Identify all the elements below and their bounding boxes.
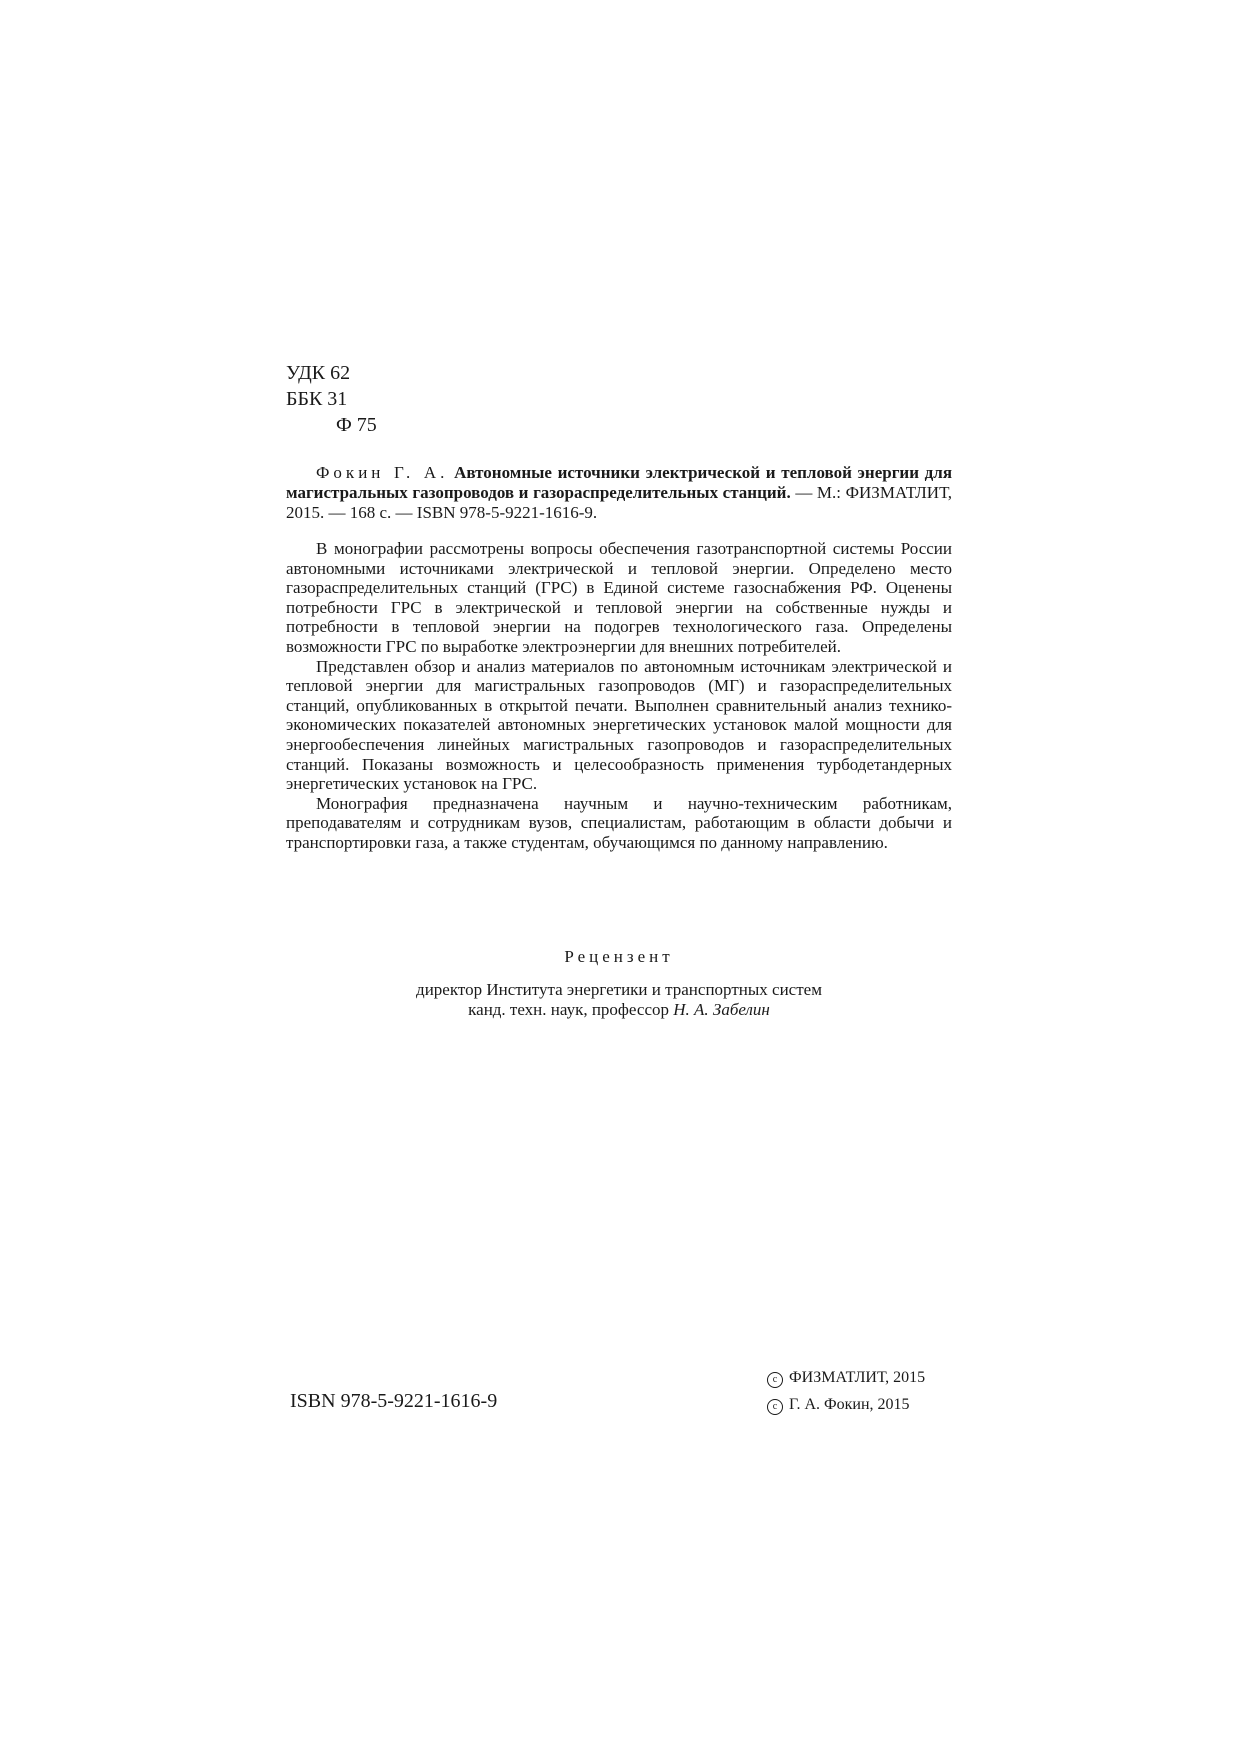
reviewer-degree: канд. техн. наук, профессор	[468, 1000, 669, 1019]
bbk-code: ББК 31	[286, 388, 348, 410]
copyright-icon: c	[767, 1399, 783, 1415]
biblio-author: Фокин Г. А.	[316, 463, 449, 482]
copyright-publisher: ФИЗМАТЛИТ, 2015	[789, 1369, 926, 1386]
abstract-paragraph: Монография предназначена научным и научно-техническим работникам, преподавателям и сотрудникам вузов, специалистам, работающим в области добычи и транспортировки газа, а также студентам, обучающимся по данному направлению.	[286, 793, 952, 852]
copyright-author-line	[767, 1391, 925, 1418]
reviewer-heading: Рецензент	[564, 947, 674, 966]
reviewer-position: директор Института энергетики и транспортных систем	[416, 980, 822, 999]
abstract-paragraph: В монографии рассмотрены вопросы обеспечения газотранспортной системы России автономными источниками электрической и тепловой энергии. Определено место газораспределительных станций (ГРС) в Единой системе газоснабжения РФ. Оценены потребности ГРС в электрической и тепловой энергии на собственные нужды и потребности в тепловой энергии на подогрев технологического газа. Определены возможности ГРС по выработке электроэнергии для внешних потребителей.	[286, 539, 952, 656]
classification-codes	[286, 360, 377, 438]
reviewer-degree-line	[286, 1000, 952, 1020]
copyright-icon: c	[767, 1372, 783, 1388]
author-sign: Ф 75	[336, 414, 377, 436]
biblio-title: Автономные источники электрической и тепловой энергии для магистральных газопроводов и газораспределительных станций.	[286, 463, 953, 502]
copyright-author: Г. А. Фокин, 2015	[789, 1396, 910, 1413]
abstract-paragraph: Представлен обзор и анализ материалов по автономным источникам электрической и тепловой энергии для магистральных газопроводов (МГ) и газораспределительных станций, опубликованных в открытой печати. Выполнен сравнительный анализ технико-экономических показателей автономных энергетических установок малой мощности для энергообеспечения линейных магистральных газопроводов и газораспределительных станций. Показаны возможность и целесообразность применения турбодетандерных энергетических установок на ГРС.	[286, 656, 952, 794]
biblio-imprint: — М.: ФИЗМАТЛИТ, 2015. — 168 с. — ISBN 978-5-9221-1616-9.	[286, 483, 952, 522]
bibliographic-record	[286, 463, 952, 523]
isbn: ISBN 978-5-9221-1616-9	[290, 1390, 498, 1412]
copyright-publisher-line	[767, 1364, 925, 1391]
udk-code: УДК 62	[286, 362, 351, 384]
abstract	[286, 539, 952, 853]
copyright-notices	[767, 1364, 925, 1418]
reviewer-name: Н. А. Забелин	[673, 1000, 770, 1019]
reviewer-info	[286, 980, 952, 1020]
